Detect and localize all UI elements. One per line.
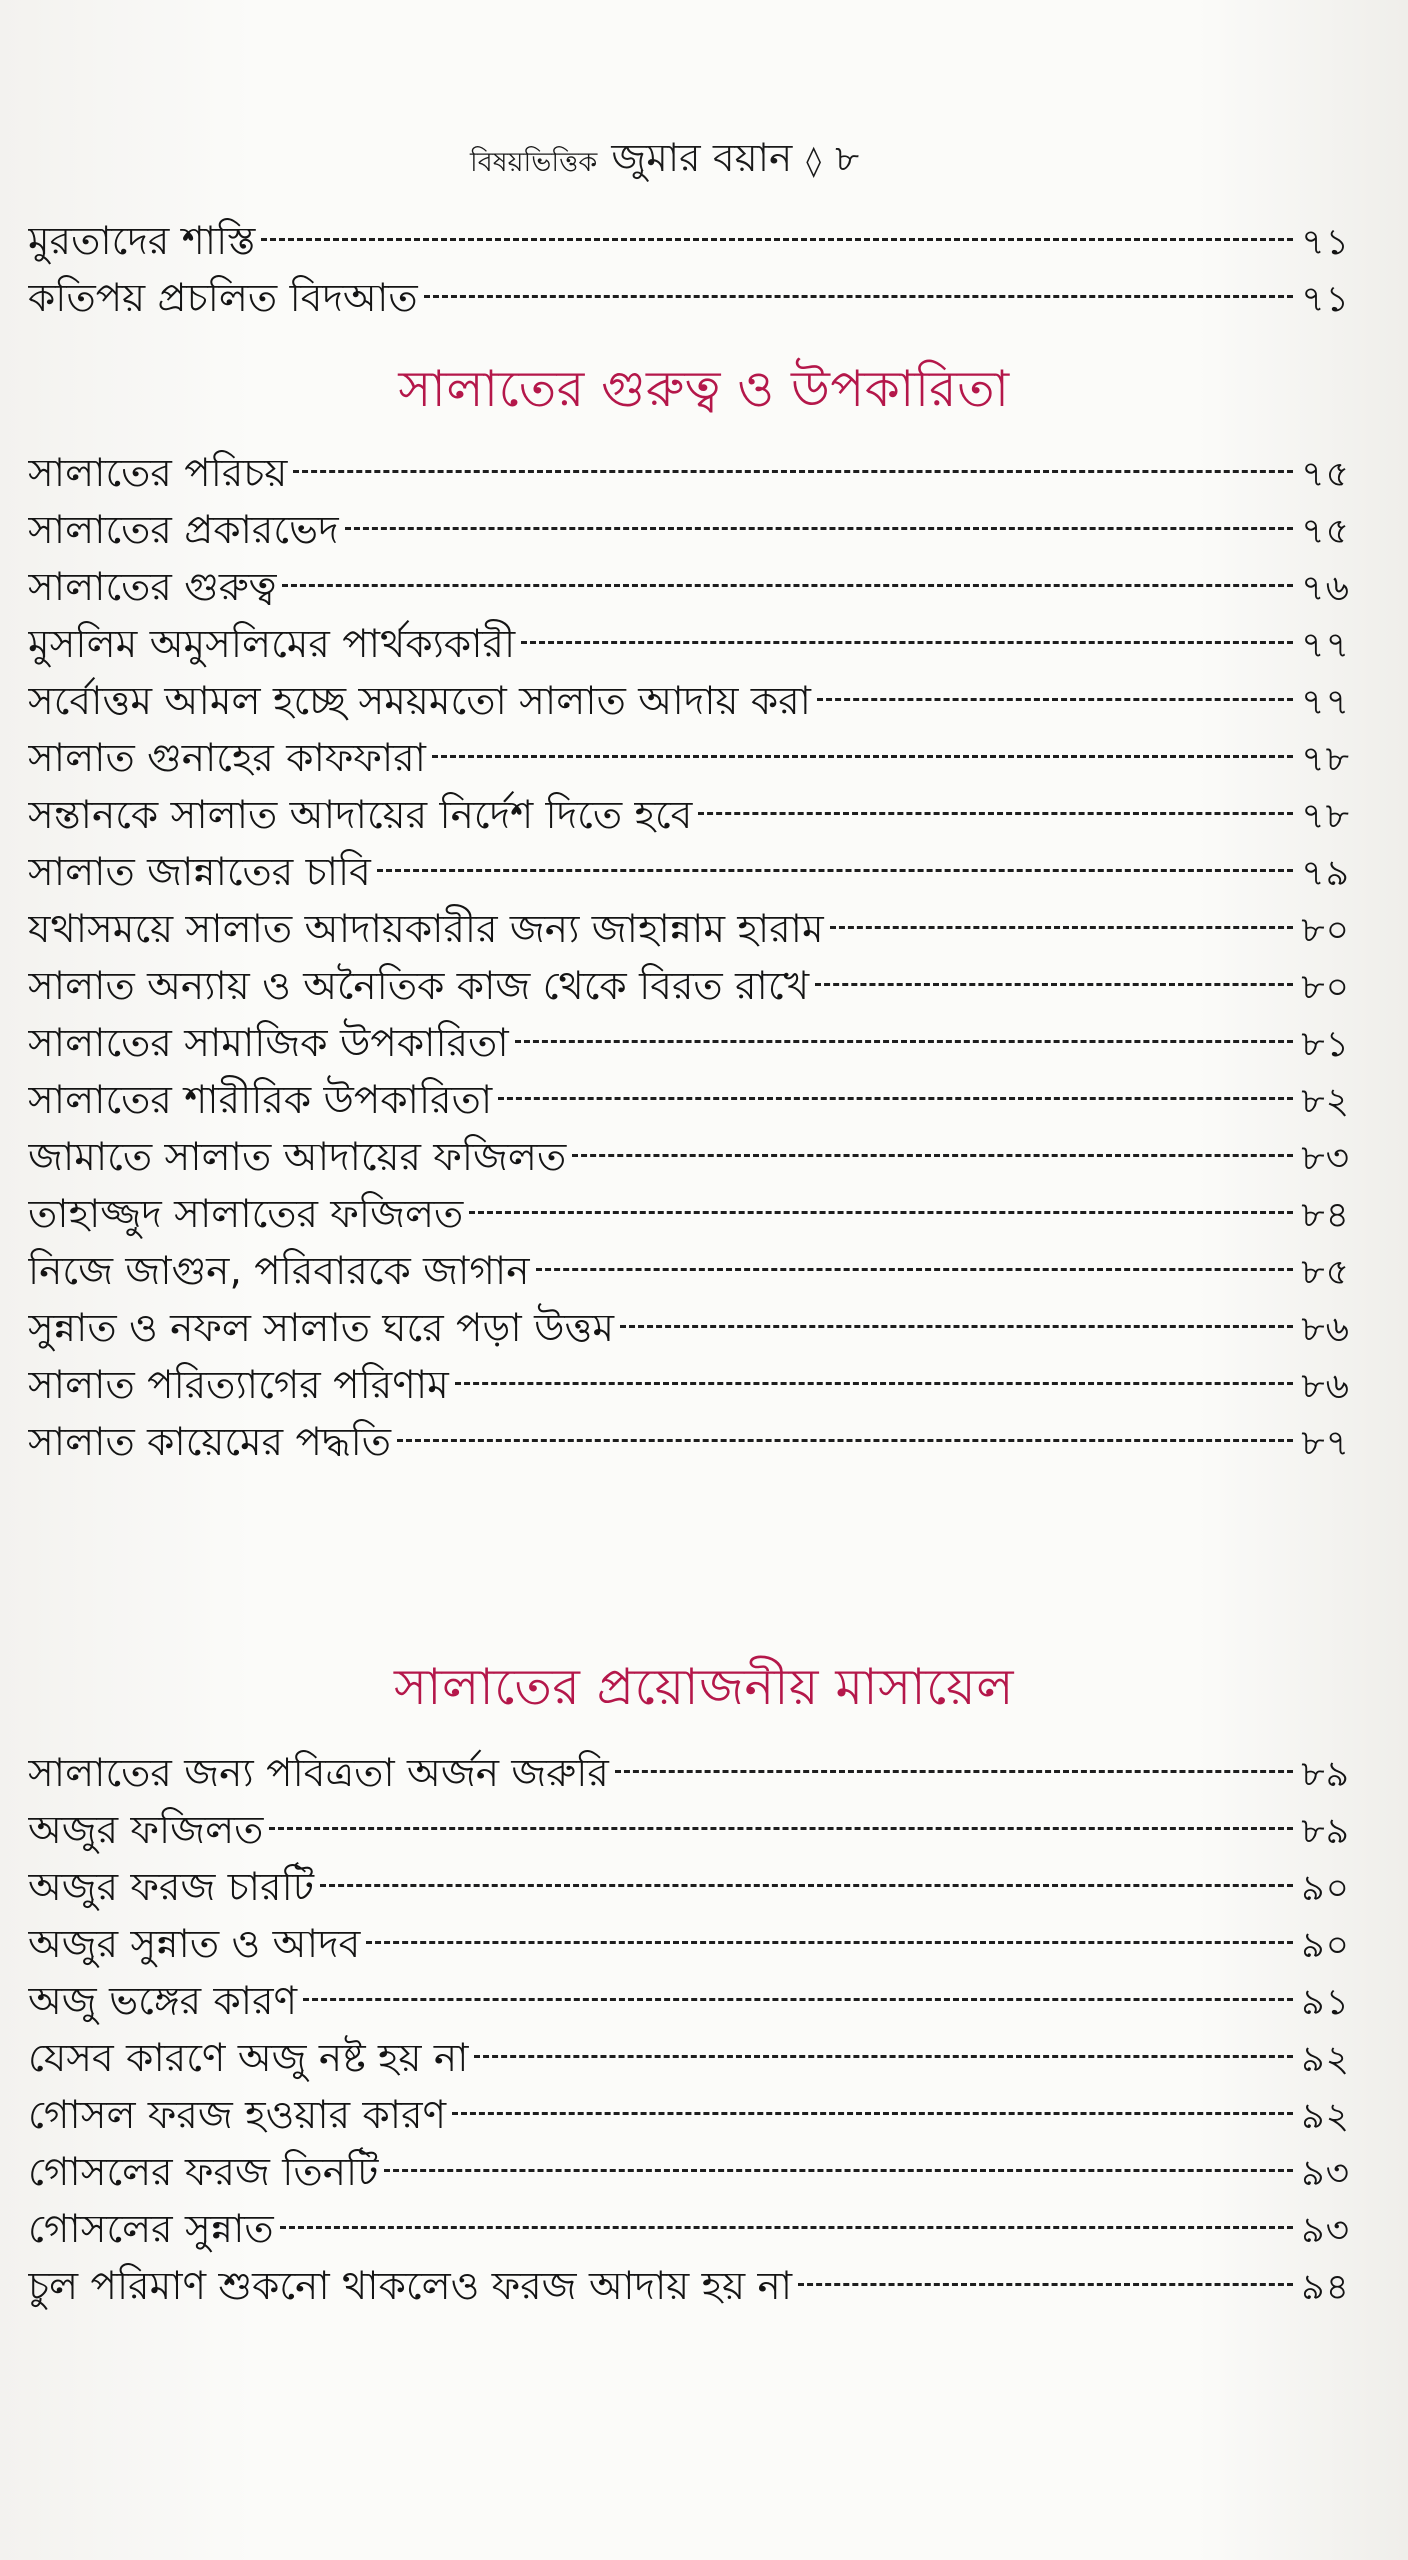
toc-entry-title: সন্তানকে সালাত আদায়ের নির্দেশ দিতে হবে xyxy=(28,793,693,838)
toc-entry-page: ৮৬ xyxy=(1301,1366,1350,1407)
toc-entry-page: ৭৫ xyxy=(1301,454,1350,495)
toc-entry-title: কতিপয় প্রচলিত বিদআত xyxy=(28,276,418,321)
dot-leader xyxy=(452,2112,1293,2115)
toc-entry-page: ৮৬ xyxy=(1301,1309,1350,1350)
toc-entry xyxy=(28,2142,1350,2199)
dot-leader xyxy=(282,584,1293,587)
toc-entry-title: সালাতের সামাজিক উপকারিতা xyxy=(28,1021,509,1066)
toc-entry xyxy=(28,1914,1350,1971)
toc-entry-title: সালাত জান্নাতের চাবি xyxy=(28,850,371,895)
dot-leader xyxy=(536,1268,1294,1271)
toc-entry-title: সালাতের গুরুত্ব xyxy=(28,565,277,610)
dot-leader xyxy=(521,641,1293,644)
dot-leader xyxy=(469,1211,1293,1214)
toc-entry xyxy=(28,1013,1350,1070)
header-book-title: জুমার বয়ান xyxy=(611,136,793,181)
toc-entry-page: ৯৩ xyxy=(1301,2153,1350,2194)
toc-entry-title: সর্বোত্তম আমল হচ্ছে সময়মতো সালাত আদায় করা xyxy=(28,679,811,724)
toc-entry-title: সালাতের শারীরিক উপকারিতা xyxy=(28,1078,493,1123)
section-heading-salat-masayel: সালাতের প্রয়োজনীয় মাসায়েল xyxy=(394,1658,1014,1716)
toc-entry xyxy=(28,443,1350,500)
toc-entry-title: সালাতের পরিচয় xyxy=(28,451,288,496)
toc-entry-title: যথাসময়ে সালাত আদায়কারীর জন্য জাহান্নাম হারাম xyxy=(28,907,824,952)
toc-entry-page: ৯১ xyxy=(1301,1982,1350,2023)
toc-entry xyxy=(28,1241,1350,1298)
toc-entry-page: ৭১ xyxy=(1301,279,1350,320)
salat-masayel-toc-list xyxy=(28,1743,1350,2313)
toc-entry-page: ৭১ xyxy=(1301,222,1350,263)
toc-entry-title: গোসল ফরজ হওয়ার কারণ xyxy=(28,2093,447,2138)
section-heading-salat-importance: সালাতের গুরুত্ব ও উপকারিতা xyxy=(398,360,1010,418)
dot-leader xyxy=(572,1154,1293,1157)
toc-entry-title: সালাতের প্রকারভেদ xyxy=(28,508,339,553)
toc-entry-title: অজুর সুন্নাত ও আদব xyxy=(28,1922,361,1967)
toc-entry-title: চুল পরিমাণ শুকনো থাকলেও ফরজ আদায় হয় না xyxy=(28,2264,793,2309)
dot-leader xyxy=(698,812,1293,815)
toc-entry-title: নিজে জাগুন, পরিবারকে জাগান xyxy=(28,1249,530,1294)
dot-leader xyxy=(269,1827,1293,1830)
toc-entry-title: সালাতের জন্য পবিত্রতা অর্জন জরুরি xyxy=(28,1751,609,1796)
header-label: বিষয়ভিত্তিক xyxy=(470,147,598,178)
toc-entry-title: সালাত গুনাহের কাফফারা xyxy=(28,736,426,781)
toc-entry xyxy=(28,1857,1350,1914)
toc-entry-page: ৯০ xyxy=(1301,1868,1350,1909)
toc-entry xyxy=(28,1412,1350,1469)
toc-entry xyxy=(28,842,1350,899)
diamond-icon: ◊ xyxy=(806,144,822,179)
toc-entry xyxy=(28,1298,1350,1355)
dot-leader xyxy=(293,470,1293,473)
dot-leader xyxy=(303,1998,1293,2001)
toc-entry xyxy=(28,500,1350,557)
dot-leader xyxy=(320,1884,1293,1887)
toc-entry-page: ৮৪ xyxy=(1301,1195,1350,1236)
toc-entry-page: ৮৯ xyxy=(1301,1754,1350,1795)
running-header xyxy=(470,128,990,193)
dot-leader xyxy=(620,1325,1293,1328)
toc-entry xyxy=(28,1355,1350,1412)
toc-entry xyxy=(28,1971,1350,2028)
toc-entry-title: অজু ভঙ্গের কারণ xyxy=(28,1979,298,2024)
toc-entry-page: ৯৩ xyxy=(1301,2210,1350,2251)
dot-leader xyxy=(615,1770,1293,1773)
toc-entry xyxy=(28,2028,1350,2085)
toc-entry-title: সালাত পরিত্যাগের পরিণাম xyxy=(28,1363,449,1408)
toc-entry xyxy=(28,1743,1350,1800)
toc-entry-title: গোসলের ফরজ তিনটি xyxy=(28,2150,379,2195)
toc-entry-page: ৮৯ xyxy=(1301,1811,1350,1852)
dot-leader xyxy=(377,869,1293,872)
dot-leader xyxy=(830,926,1294,929)
toc-entry-page: ৭৭ xyxy=(1301,682,1350,723)
toc-entry-title: গোসলের সুন্নাত xyxy=(28,2207,274,2252)
toc-entry-title: সুন্নাত ও নফল সালাত ঘরে পড়া উত্তম xyxy=(28,1306,614,1351)
toc-entry-title: মুসলিম অমুসলিমের পার্থক্যকারী xyxy=(28,622,516,667)
toc-entry-page: ৭৫ xyxy=(1301,511,1350,552)
toc-entry xyxy=(28,1127,1350,1184)
toc-entry-page: ৮৭ xyxy=(1301,1423,1350,1464)
toc-entry-page: ৮৩ xyxy=(1301,1138,1350,1179)
dot-leader xyxy=(280,2226,1294,2229)
dot-leader xyxy=(498,1097,1293,1100)
toc-entry-page: ৯২ xyxy=(1301,2096,1350,2137)
dot-leader xyxy=(432,755,1293,758)
toc-entry-page: ৯২ xyxy=(1301,2039,1350,2080)
toc-entry-page: ৯০ xyxy=(1301,1925,1350,1966)
toc-entry-page: ৭৮ xyxy=(1301,796,1350,837)
toc-entry xyxy=(28,1184,1350,1241)
toc-entry-page: ৭৮ xyxy=(1301,739,1350,780)
toc-entry-title: মুরতাদের শাস্তি xyxy=(28,219,256,264)
dot-leader xyxy=(515,1040,1294,1043)
toc-entry-title: যেসব কারণে অজু নষ্ট হয় না xyxy=(28,2036,469,2081)
toc-entry-page: ৮০ xyxy=(1301,910,1350,951)
toc-entry xyxy=(28,2199,1350,2256)
toc-entry xyxy=(28,1800,1350,1857)
toc-entry-title: তাহাজ্জুদ সালাতের ফজিলত xyxy=(28,1192,464,1237)
toc-entry-title: সালাত কায়েমের পদ্ধতি xyxy=(28,1420,392,1465)
toc-entry-page: ৭৬ xyxy=(1301,568,1350,609)
toc-entry-page: ৮১ xyxy=(1301,1024,1350,1065)
toc-entry xyxy=(28,785,1350,842)
toc-entry-page: ৮৫ xyxy=(1301,1252,1350,1293)
toc-entry-page: ৭৭ xyxy=(1301,625,1350,666)
toc-entry xyxy=(28,557,1350,614)
dot-leader xyxy=(397,1439,1293,1442)
dot-leader xyxy=(474,2055,1293,2058)
toc-entry xyxy=(28,1070,1350,1127)
dot-leader xyxy=(384,2169,1293,2172)
salat-importance-toc-list xyxy=(28,443,1350,1469)
toc-entry-page: ৯৪ xyxy=(1301,2267,1350,2308)
toc-entry-title: সালাত অন্যায় ও অনৈতিক কাজ থেকে বিরত রাখে xyxy=(28,964,810,1009)
toc-entry-page: ৮০ xyxy=(1301,967,1350,1008)
toc-entry xyxy=(28,899,1350,956)
toc-entry-title: জামাতে সালাত আদায়ের ফজিলত xyxy=(28,1135,567,1180)
toc-entry xyxy=(28,614,1350,671)
toc-entry xyxy=(28,268,1350,325)
toc-entry xyxy=(28,211,1350,268)
dot-leader xyxy=(455,1382,1293,1385)
dot-leader xyxy=(261,238,1293,241)
toc-entry xyxy=(28,956,1350,1013)
dot-leader xyxy=(366,1941,1293,1944)
dot-leader xyxy=(798,2283,1293,2286)
intro-toc-list xyxy=(28,211,1350,325)
dot-leader xyxy=(815,983,1293,986)
toc-entry-page: ৮২ xyxy=(1301,1081,1350,1122)
dot-leader xyxy=(424,295,1294,298)
toc-entry-page: ৭৯ xyxy=(1301,853,1350,894)
dot-leader xyxy=(817,698,1293,701)
toc-entry-title: অজুর ফরজ চারটি xyxy=(28,1865,314,1910)
dot-leader xyxy=(345,527,1294,530)
toc-entry xyxy=(28,2256,1350,2313)
toc-entry xyxy=(28,671,1350,728)
header-page-number: ৮ xyxy=(835,137,860,180)
toc-entry xyxy=(28,728,1350,785)
toc-entry-title: অজুর ফজিলত xyxy=(28,1808,264,1853)
toc-entry xyxy=(28,2085,1350,2142)
